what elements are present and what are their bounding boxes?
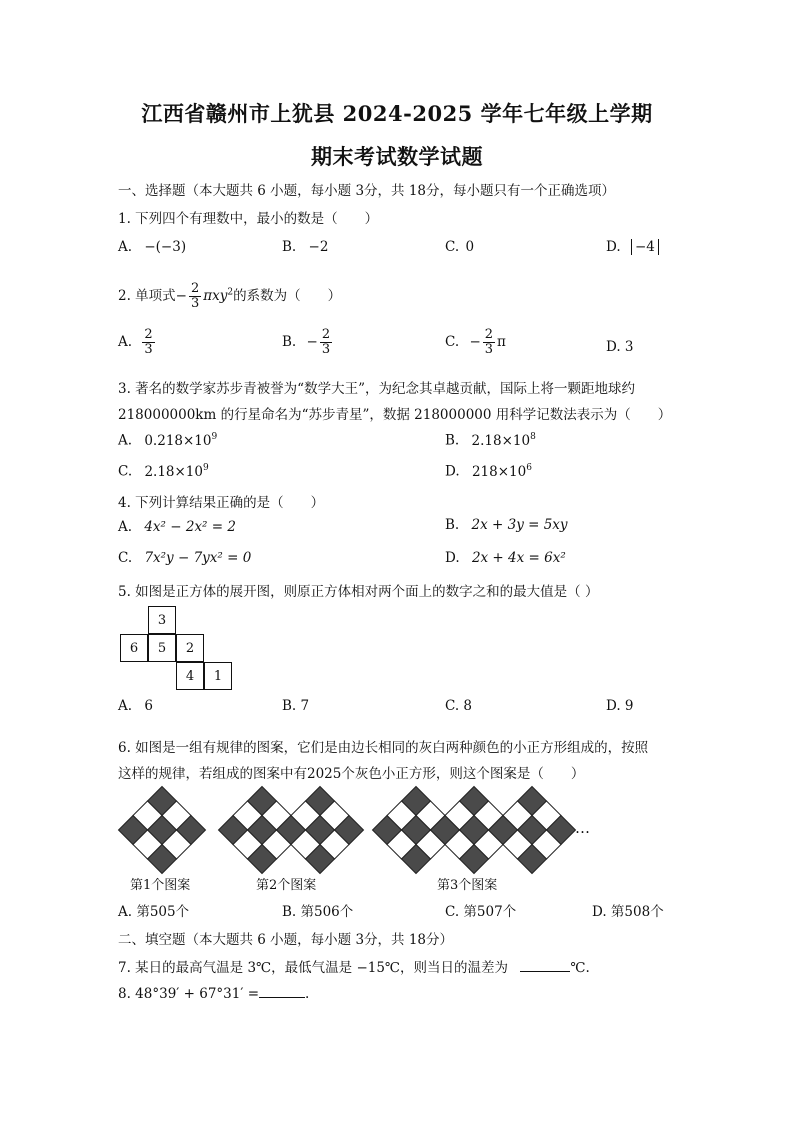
q3-d-label: D. bbox=[445, 463, 460, 480]
section-2-heading: 二、填空题（本大题共 6 小题，每小题 3分，共 18分） bbox=[118, 932, 454, 948]
q3-option-a bbox=[118, 432, 217, 449]
q7-text bbox=[118, 956, 590, 976]
q4-option-a bbox=[118, 519, 236, 535]
q8-text bbox=[118, 985, 309, 1002]
q2-b-den: 3 bbox=[321, 342, 331, 357]
q3-stem-line2: 218000000km 的行星命名为“苏步青星”，数据 218000000 用科学记数法表示为（ ） bbox=[118, 407, 672, 423]
q4-option-c bbox=[118, 550, 251, 566]
q2-c-pi: π bbox=[497, 334, 506, 350]
q8-post: . bbox=[305, 986, 310, 1002]
q6-option-c: C. 第507个 bbox=[445, 904, 517, 920]
cube-face-cell: 3 bbox=[148, 606, 176, 634]
q2-stem-den: 3 bbox=[190, 296, 200, 311]
q3-d-exp: 6 bbox=[526, 463, 532, 473]
q1-c-label: C. bbox=[445, 239, 460, 255]
q4-option-b bbox=[445, 517, 568, 533]
cube-face-cell: 1 bbox=[204, 662, 232, 690]
q2-stem-num: 2 bbox=[190, 281, 200, 296]
q3-a-label: A. bbox=[118, 432, 133, 449]
q3-b-base: 2.18×10 bbox=[471, 432, 531, 449]
q2-stem-fraction bbox=[189, 282, 201, 311]
pattern-2-caption: 第2个图案 bbox=[256, 878, 317, 893]
q4-stem: 4. 下列计算结果正确的是（ ） bbox=[118, 495, 325, 511]
q8-answer-blank[interactable] bbox=[259, 985, 305, 998]
q1-stem: 1. 下列四个有理数中，最小的数是（ ） bbox=[118, 211, 379, 227]
q6-option-d: D. 第508个 bbox=[592, 904, 664, 920]
q3-c-label: C. bbox=[118, 463, 133, 480]
q3-c-exp: 9 bbox=[203, 463, 209, 473]
q2-c-fraction bbox=[483, 328, 495, 357]
q2-a-label: A. bbox=[118, 334, 133, 350]
page-title-line2: 期末考试数学试题 bbox=[311, 144, 483, 169]
q2-b-num: 2 bbox=[321, 327, 331, 342]
q7-pre: 7. 某日的最高气温是 3℃，最低气温是 −15℃，则当日的温差为 bbox=[118, 960, 509, 976]
q2-stem-pre: 2. 单项式 bbox=[118, 288, 176, 304]
q7-post: ℃. bbox=[570, 960, 590, 976]
q1-option-a bbox=[118, 239, 186, 255]
q5-a-value: 6 bbox=[144, 698, 153, 714]
q6-option-a: A. 第505个 bbox=[118, 904, 190, 920]
q2-option-c bbox=[445, 328, 506, 357]
q1-option-d bbox=[606, 239, 659, 255]
q2-c-den: 3 bbox=[484, 342, 494, 357]
q3-option-d bbox=[445, 463, 532, 480]
q8-pre: 8. 48°39′ + 67°31′ = bbox=[118, 986, 260, 1002]
q5-option-a bbox=[118, 698, 153, 714]
q1-option-c bbox=[445, 239, 474, 255]
q1-option-b bbox=[282, 239, 328, 255]
q1-c-value: 0 bbox=[465, 239, 475, 255]
q2-b-label: B. bbox=[282, 334, 297, 350]
q1-d-label: D. bbox=[606, 239, 621, 255]
q3-option-c bbox=[118, 463, 209, 480]
q6-option-b: B. 第506个 bbox=[282, 904, 354, 920]
q1-a-label: A. bbox=[118, 239, 133, 255]
page-title-line1: 江西省赣州市上犹县 2024-2025 学年七年级上学期 bbox=[141, 101, 653, 126]
pattern-3-caption: 第3个图案 bbox=[437, 878, 498, 893]
q2-option-a bbox=[118, 328, 157, 357]
q3-a-exp: 9 bbox=[211, 432, 218, 442]
q3-c-base: 2.18×10 bbox=[144, 463, 203, 480]
q3-option-b bbox=[445, 432, 536, 449]
cube-face-cell: 4 bbox=[176, 662, 204, 690]
q4-c-text: 7x²y − 7yx² = 0 bbox=[144, 550, 252, 566]
q4-b-label: B. bbox=[445, 517, 460, 533]
q2-option-d: D. 3 bbox=[606, 339, 634, 355]
q2-stem-minus: − bbox=[175, 288, 187, 304]
q2-a-den: 3 bbox=[144, 342, 153, 357]
q3-d-base: 218×10 bbox=[471, 463, 527, 480]
cube-face-cell: 2 bbox=[176, 634, 204, 662]
q3-a-base: 0.218×10 bbox=[144, 432, 212, 449]
pattern-sequence-figure bbox=[0, 780, 794, 880]
q4-b-text: 2x + 3y = 5xy bbox=[471, 517, 568, 533]
section-1-heading: 一、选择题（本大题共 6 小题，每小题 3分，共 18分，每小题只有一个正确选项） bbox=[118, 183, 616, 199]
q2-stem-post: 的系数为（ ） bbox=[233, 288, 342, 304]
q2-b-sign: − bbox=[306, 334, 318, 350]
q2-b-fraction bbox=[320, 328, 332, 357]
q4-a-text: 4x² − 2x² = 2 bbox=[144, 519, 236, 535]
q3-b-exp: 8 bbox=[530, 432, 536, 442]
q2-c-sign: − bbox=[469, 334, 481, 350]
cube-face-cell: 5 bbox=[148, 634, 176, 662]
q4-option-d bbox=[445, 550, 566, 566]
pattern-1-caption: 第1个图案 bbox=[130, 878, 191, 893]
q3-stem-line1: 3. 著名的数学家苏步青被誉为“数学大王”，为纪念其卓越贡献，国际上将一颗距地球约 bbox=[118, 381, 635, 397]
q2-a-fraction bbox=[142, 328, 154, 357]
q5-stem: 5. 如图是正方体的展开图，则原正方体相对两个面上的数字之和的最大值是（ ） bbox=[118, 584, 599, 600]
q4-a-label: A. bbox=[118, 519, 133, 535]
q4-d-label: D. bbox=[445, 550, 460, 566]
q5-option-d: D. 9 bbox=[606, 698, 634, 714]
q1-d-value: −4 bbox=[631, 239, 659, 255]
q2-stem-exp: 2 bbox=[227, 287, 234, 298]
cube-face-cell: 6 bbox=[120, 634, 148, 662]
q1-b-value: −2 bbox=[308, 239, 329, 255]
q4-d-text: 2x + 4x = 6x² bbox=[471, 550, 566, 566]
q7-answer-blank[interactable] bbox=[520, 959, 570, 972]
q2-c-label: C. bbox=[445, 334, 460, 350]
q5-a-label: A. bbox=[118, 698, 133, 714]
q6-stem-line2: 这样的规律，若组成的图案中有2025个灰色小正方形，则这个图案是（ ） bbox=[118, 766, 585, 782]
q2-c-num: 2 bbox=[484, 327, 494, 342]
q5-option-c: C. 8 bbox=[445, 698, 473, 714]
q1-a-value: −(−3) bbox=[144, 239, 187, 255]
q4-c-label: C. bbox=[118, 550, 133, 566]
q6-stem-line1: 6. 如图是一组有规律的图案，它们是由边长相同的灰白两种颜色的小正方形组成的，按照 bbox=[118, 740, 649, 756]
q2-stem-var: πxy bbox=[203, 288, 228, 304]
q2-a-num: 2 bbox=[144, 327, 153, 342]
q3-b-label: B. bbox=[445, 432, 460, 449]
q2-option-b bbox=[282, 328, 334, 357]
q1-b-label: B. bbox=[282, 239, 297, 255]
pattern-ellipsis: … bbox=[575, 819, 590, 837]
q2-stem bbox=[118, 282, 341, 311]
q5-option-b: B. 7 bbox=[282, 698, 310, 714]
